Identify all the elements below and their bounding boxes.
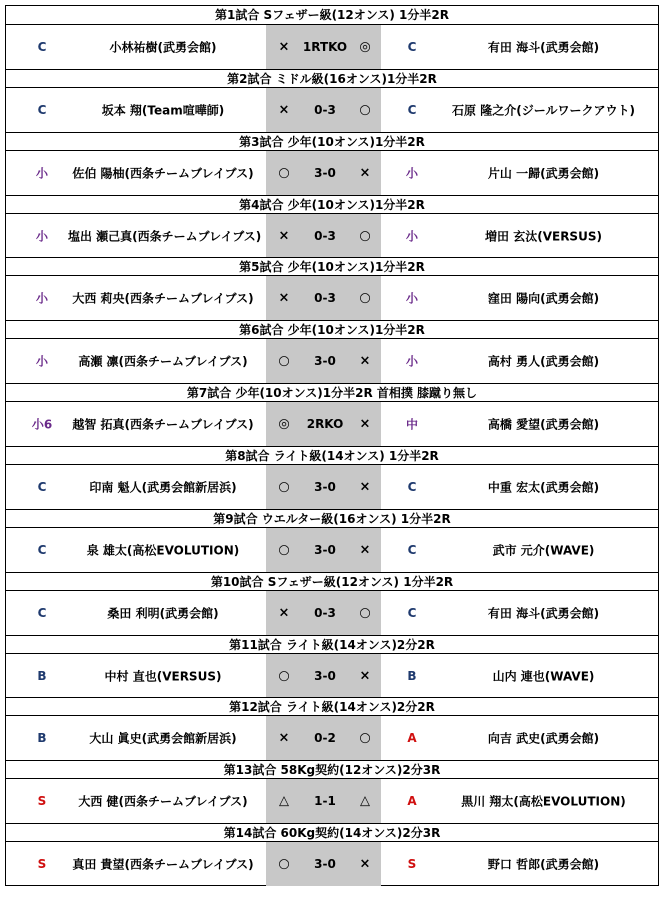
match-block (6, 195, 658, 258)
blue-class: 中 (405, 417, 418, 432)
red-class: C (37, 605, 47, 620)
match-title: 第13試合 58Kg契約(12オンス)2分3R (6, 760, 658, 779)
red-class: C (37, 479, 47, 494)
blue-class: C (407, 605, 417, 620)
blue-fighter-name: 片山 一歸(武勇会館) (487, 166, 600, 181)
match-block (6, 823, 658, 886)
red-fighter-name: 泉 雄太(高松EVOLUTION) (86, 543, 240, 558)
match-row (6, 151, 658, 195)
match-title: 第6試合 少年(10オンス)1分半2R (6, 320, 658, 339)
blue-class: C (407, 479, 417, 494)
blue-fighter-name: 山内 連也(WAVE) (492, 669, 595, 684)
blue-fighter-name: 野口 哲郎(武勇会館) (487, 857, 600, 872)
match-title: 第12試合 ライト級(14オンス)2分2R (6, 697, 658, 716)
match-title: 第4試合 少年(10オンス)1分半2R (6, 195, 658, 214)
red-fighter-name: 佐伯 陽柚(西条チームブレイブス) (72, 166, 254, 181)
match-title: 第14試合 60Kg契約(14オンス)2分3R (6, 823, 658, 842)
match-title: 第1試合 Sフェザー級(12オンス) 1分半2R (6, 6, 658, 25)
red-fighter-name: 大山 眞史(武勇会館新居浜) (89, 731, 237, 746)
score: 3-0 (314, 542, 336, 557)
match-row (6, 214, 658, 258)
score: 2RKO (306, 417, 344, 432)
red-class: B (37, 668, 47, 683)
match-block (6, 132, 658, 195)
red-fighter-name: 塩出 瀬己真(西条チームブレイブス) (68, 229, 262, 243)
match-block (6, 383, 658, 446)
match-block (6, 69, 658, 132)
red-class: 小6 (31, 417, 53, 432)
blue-class: 小 (405, 229, 418, 243)
score: 0-3 (314, 291, 336, 306)
blue-result-mark: × (359, 416, 371, 432)
blue-result-mark: ◎ (359, 39, 371, 55)
match-block (6, 446, 658, 509)
red-fighter-name: 越智 拓真(西条チームブレイブス) (72, 417, 254, 432)
score: 1RTKO (302, 39, 348, 54)
score: 0-3 (314, 102, 336, 117)
match-block (6, 697, 658, 760)
red-fighter-name: 真田 貴望(西条チームブレイブス) (72, 857, 254, 872)
red-result-mark: × (278, 605, 290, 621)
red-result-mark: × (278, 228, 290, 243)
red-class: 小 (35, 229, 48, 243)
blue-class: C (407, 39, 417, 54)
match-block (6, 572, 658, 635)
red-fighter-name: 小林祐樹(武勇会館) (109, 40, 217, 55)
score: 1-1 (314, 794, 336, 809)
match-title: 第9試合 ウエルター級(16オンス) 1分半2R (6, 509, 658, 528)
blue-result-mark: × (359, 856, 371, 872)
red-fighter-name: 坂本 翔(Team喧嘩師) (101, 103, 225, 118)
red-fighter-name: 中村 直也(VERSUS) (104, 669, 222, 684)
match-row (6, 465, 658, 509)
match-row (6, 654, 658, 698)
blue-class: A (407, 794, 417, 809)
red-class: S (37, 794, 47, 809)
match-row (6, 779, 658, 823)
red-result-mark: × (278, 730, 290, 746)
red-class: B (37, 731, 47, 746)
match-title: 第7試合 少年(10オンス)1分半2R 首相撲 膝蹴り無し (6, 383, 658, 402)
red-result-mark: ○ (278, 479, 290, 495)
match-block (6, 320, 658, 383)
match-row (6, 25, 658, 69)
blue-result-mark: × (359, 542, 371, 558)
blue-fighter-name: 武市 元介(WAVE) (492, 543, 595, 558)
blue-fighter-name: 中重 宏太(武勇会館) (487, 480, 600, 495)
red-result-mark: △ (279, 793, 289, 809)
blue-result-mark: ○ (359, 290, 371, 306)
score: 0-2 (314, 731, 336, 746)
score: 3-0 (314, 354, 336, 369)
match-row (6, 402, 658, 446)
blue-class: C (407, 102, 417, 117)
red-class: S (37, 857, 47, 872)
match-block (6, 509, 658, 572)
blue-result-mark: ○ (359, 605, 371, 621)
blue-class: 小 (405, 354, 418, 369)
blue-result-mark: × (359, 668, 371, 684)
match-row (6, 716, 658, 760)
blue-class: A (407, 731, 417, 746)
red-result-mark: × (278, 102, 290, 118)
match-row (6, 842, 658, 886)
red-fighter-name: 印南 魁人(武勇会館新居浜) (89, 480, 237, 495)
red-fighter-name: 桑田 利明(武勇会館) (107, 606, 219, 621)
score: 3-0 (314, 165, 336, 180)
blue-fighter-name: 窪田 陽向(武勇会館) (487, 291, 600, 306)
red-class: 小 (35, 291, 48, 306)
red-fighter-name: 高瀬 凛(西条チームブレイブス) (78, 354, 248, 369)
blue-class: 小 (405, 291, 418, 306)
red-result-mark: ○ (278, 165, 290, 181)
red-result-mark: × (278, 39, 290, 55)
score: 0-3 (314, 605, 336, 620)
match-block (6, 635, 658, 698)
blue-result-mark: ○ (359, 730, 371, 746)
blue-fighter-name: 向吉 武史(武勇会館) (487, 731, 600, 746)
match-title: 第3試合 少年(10オンス)1分半2R (6, 132, 658, 151)
match-row (6, 339, 658, 383)
red-class: C (37, 542, 47, 557)
blue-result-mark: ○ (359, 102, 371, 118)
match-title: 第11試合 ライト級(14オンス)2分2R (6, 635, 658, 654)
match-row (6, 88, 658, 132)
red-class: 小 (35, 354, 48, 369)
blue-class: C (407, 542, 417, 557)
match-row (6, 528, 658, 572)
blue-fighter-name: 有田 海斗(武勇会館) (487, 606, 600, 621)
red-result-mark: ○ (278, 856, 290, 872)
match-title: 第2試合 ミドル級(16オンス)1分半2R (6, 69, 658, 88)
red-class: 小 (35, 166, 48, 181)
red-result-mark: × (278, 290, 290, 306)
blue-class: S (407, 857, 417, 872)
blue-result-mark: × (359, 353, 371, 369)
match-row (6, 591, 658, 635)
match-title: 第5試合 少年(10オンス)1分半2R (6, 257, 658, 276)
match-block (6, 257, 658, 320)
blue-result-mark: × (359, 165, 371, 181)
red-fighter-name: 大西 莉央(西条チームブレイブス) (72, 291, 254, 306)
red-result-mark: ○ (278, 668, 290, 684)
blue-result-mark: ○ (359, 228, 371, 243)
red-result-mark: ○ (278, 542, 290, 558)
blue-class: 小 (405, 166, 418, 181)
red-result-mark: ○ (278, 353, 290, 369)
red-fighter-name: 大西 健(西条チームブレイブス) (78, 794, 248, 809)
score: 3-0 (314, 479, 336, 494)
blue-fighter-name: 黒川 翔太(高松EVOLUTION) (461, 794, 626, 809)
blue-class: B (407, 668, 417, 683)
blue-fighter-name: 高橋 愛望(武勇会館) (487, 417, 600, 432)
red-result-mark: ◎ (278, 416, 290, 432)
blue-fighter-name: 有田 海斗(武勇会館) (487, 40, 600, 55)
match-title: 第10試合 Sフェザー級(12オンス) 1分半2R (6, 572, 658, 591)
blue-fighter-name: 石原 隆之介(ジールワークアウト) (452, 103, 635, 118)
score: 3-0 (314, 668, 336, 683)
blue-result-mark: △ (360, 793, 370, 809)
match-block (6, 6, 658, 69)
match-title: 第8試合 ライト級(14オンス) 1分半2R (6, 446, 658, 465)
match-row (6, 276, 658, 320)
blue-fighter-name: 増田 玄汰(VERSUS) (485, 229, 602, 243)
red-class: C (37, 102, 47, 117)
match-block (6, 760, 658, 823)
red-class: C (37, 39, 47, 54)
blue-result-mark: × (359, 479, 371, 495)
blue-fighter-name: 高村 勇人(武勇会館) (487, 354, 600, 369)
results-sheet (5, 5, 659, 886)
score: 3-0 (314, 857, 336, 872)
score: 0-3 (314, 228, 336, 243)
